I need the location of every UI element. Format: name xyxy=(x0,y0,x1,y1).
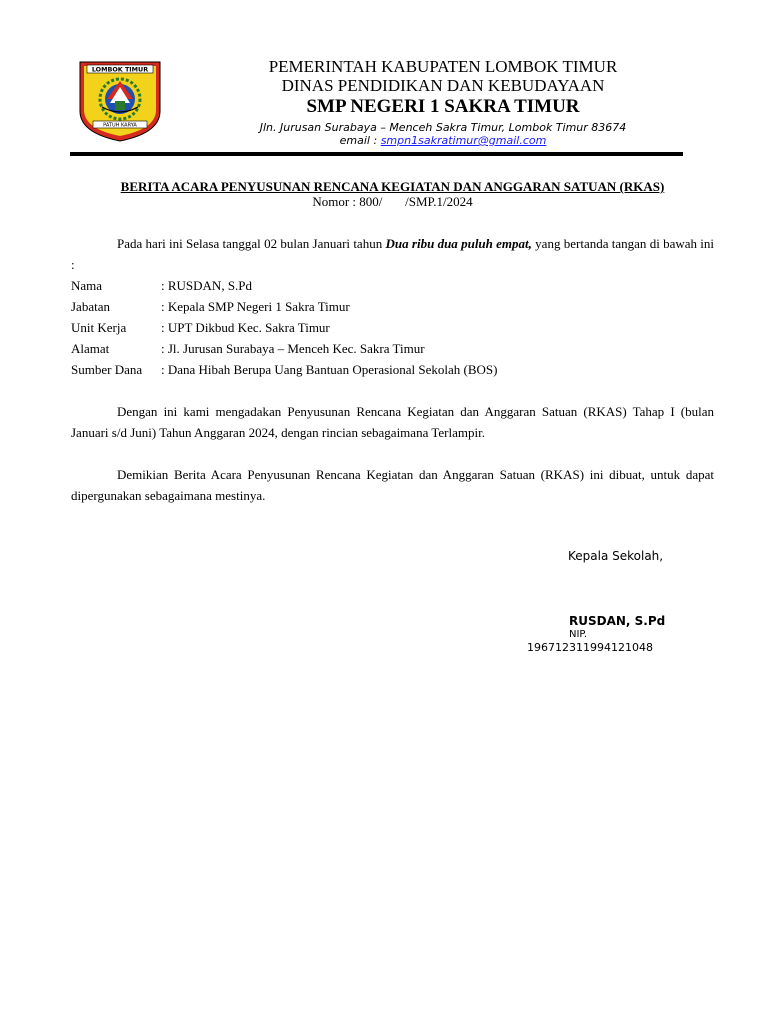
opening-paragraph xyxy=(71,233,714,275)
email-line xyxy=(200,134,686,147)
document-number: Nomor : 800/ /SMP.1/2024 xyxy=(312,194,473,209)
signature-title: Kepala Sekolah, xyxy=(568,549,664,563)
school-name: SMP NEGERI 1 SAKRA TIMUR xyxy=(306,96,580,117)
nip-label: NIP. xyxy=(569,629,588,640)
year-in-words: Dua ribu dua puluh empat, xyxy=(385,236,532,251)
field-row-alamat xyxy=(71,338,425,359)
letterhead xyxy=(200,57,686,147)
lombok-timur-emblem-logo xyxy=(77,59,163,143)
field-value: : RUSDAN, S.Pd xyxy=(161,278,253,293)
field-value: : Jl. Jurusan Surabaya – Menceh Kec. Sakra Timur xyxy=(161,341,425,356)
email-label: email : xyxy=(339,134,381,147)
department-name: DINAS PENDIDIKAN DAN KEBUDAYAAN xyxy=(281,76,605,95)
field-label: Sumber Dana xyxy=(71,362,143,377)
field-row-nama xyxy=(71,275,252,296)
field-label: Nama xyxy=(71,278,103,293)
field-row-unit-kerja xyxy=(71,317,330,338)
opening-text-end: yang bertanda tangan di bawah ini : xyxy=(71,236,715,272)
rkas-paragraph xyxy=(71,401,714,443)
svg-text:LOMBOK TIMUR: LOMBOK TIMUR xyxy=(91,65,149,74)
field-value: : Dana Hibah Berupa Uang Bantuan Operasional Sekolah (BOS) xyxy=(161,362,498,377)
email-link[interactable]: smpn1sakratimur@gmail.com xyxy=(380,134,547,147)
opening-text: Pada hari ini Selasa tanggal 02 bulan Januari tahun xyxy=(117,236,386,251)
closing-text: Demikian Berita Acara Penyusunan Rencana Kegiatan dan Anggaran Satuan (RKAS) ini dibuat, untuk dapat dipergunakan sebagaimana mestinya. xyxy=(71,467,714,503)
field-label: Jabatan xyxy=(71,299,110,314)
field-row-jabatan xyxy=(71,296,350,317)
school-address: Jln. Jurusan Surabaya – Menceh Sakra Timur, Lombok Timur 83674 xyxy=(259,121,627,134)
rkas-text: Dengan ini kami mengadakan Penyusunan Rencana Kegiatan dan Anggaran Satuan (RKAS) Tahap I (bulan Januari s/d Juni) Tahun Anggaran 2024, dengan rincian sebagaimana Terlampir. xyxy=(71,404,714,440)
field-row-sumber-dana xyxy=(71,359,497,380)
field-label: Alamat xyxy=(71,341,110,356)
letterhead-divider xyxy=(70,152,683,156)
government-name: PEMERINTAH KABUPATEN LOMBOK TIMUR xyxy=(268,57,618,76)
closing-paragraph xyxy=(71,464,714,506)
svg-text:PATUH KARYA: PATUH KARYA xyxy=(103,122,137,129)
signatory-name: RUSDAN, S.Pd xyxy=(569,614,666,628)
document-title: BERITA ACARA PENYUSUNAN RENCANA KEGIATAN DAN ANGGARAN SATUAN (RKAS) xyxy=(120,179,665,194)
field-label: Unit Kerja xyxy=(71,320,127,335)
nip-number: 196712311994121048 xyxy=(527,641,653,654)
field-value: : Kepala SMP Negeri 1 Sakra Timur xyxy=(161,299,350,314)
field-value: : UPT Dikbud Kec. Sakra Timur xyxy=(161,320,330,335)
